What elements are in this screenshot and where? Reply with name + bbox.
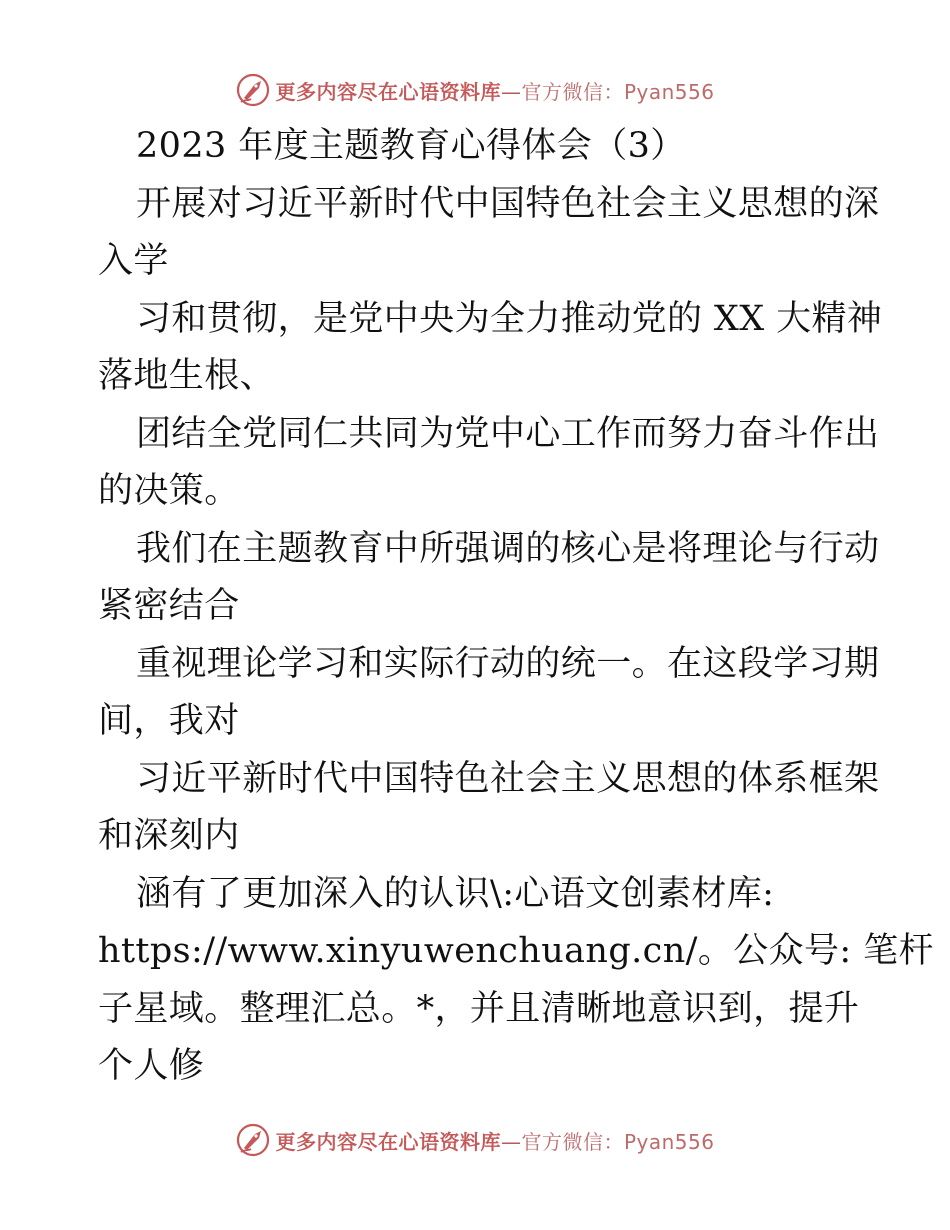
document-title: 2023 年度主题教育心得体会（3） xyxy=(136,126,686,166)
banner-brand: 更多内容尽在心语资料库 xyxy=(275,1129,501,1154)
footer-banner xyxy=(0,1120,950,1160)
text-line: 的决策。 xyxy=(98,471,240,511)
pen-nib-logo-icon xyxy=(235,1122,271,1158)
text-line: 我们在主题教育中所强调的核心是将理论与行动 xyxy=(136,528,880,569)
text-line: 间，我对 xyxy=(98,701,240,741)
document-body xyxy=(98,118,934,1096)
text-line: 涵有了更加深入的认识\:心语文创素材库: xyxy=(136,873,775,914)
banner-text xyxy=(275,1126,714,1155)
banner-separator: — xyxy=(500,79,522,104)
banner-brand: 更多内容尽在心语资料库 xyxy=(275,79,501,104)
banner-wechat: 官方微信：Pyan556 xyxy=(521,79,715,104)
text-line: 习和贯彻，是党中央为全力推动党的 XX 大精神 xyxy=(136,298,883,339)
text-line: 子星域。整理汇总。*，并且清晰地意识到，提升 xyxy=(98,988,860,1029)
banner-wechat: 官方微信：Pyan556 xyxy=(521,1129,715,1154)
header-banner xyxy=(0,70,950,110)
text-line: 开展对习近平新时代中国特色社会主义思想的深 xyxy=(136,183,880,224)
pen-nib-logo-icon xyxy=(235,72,271,108)
banner-separator: — xyxy=(500,1129,522,1154)
banner-text xyxy=(275,76,714,105)
text-line: 和深刻内 xyxy=(98,816,240,856)
text-line: 习近平新时代中国特色社会主义思想的体系框架 xyxy=(136,758,880,799)
text-line: 入学 xyxy=(98,241,169,281)
text-line: 重视理论学习和实际行动的统一。在这段学习期 xyxy=(136,643,880,684)
text-line: 团结全党同仁共同为党中心工作而努力奋斗作出 xyxy=(136,413,880,454)
text-line: 落地生根、 xyxy=(98,356,276,396)
text-line: 紧密结合 xyxy=(98,586,240,626)
text-line-url: https://www.xinyuwenchuang.cn/。公众号: 笔杆 xyxy=(98,931,934,971)
text-line: 个人修 xyxy=(98,1046,205,1086)
